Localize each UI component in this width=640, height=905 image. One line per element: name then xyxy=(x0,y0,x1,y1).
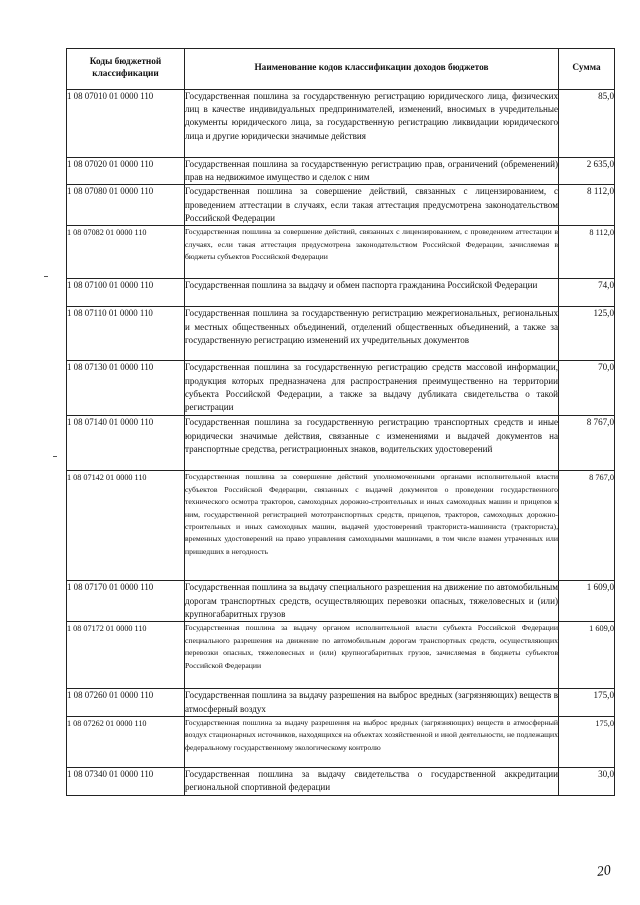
table-row xyxy=(67,90,615,158)
row-sum: 8 767,0 xyxy=(559,416,615,471)
row-sum: 30,0 xyxy=(559,767,615,795)
row-name: Государственная пошлина за выдачу разрешения на выброс вредных (загрязняющих) веществ в атмосферный воздух xyxy=(185,689,559,716)
row-sum: 175,0 xyxy=(559,689,615,716)
table-body xyxy=(67,90,615,796)
scan-mark xyxy=(44,276,48,277)
row-code: 1 08 07130 01 0000 110 xyxy=(67,361,185,416)
row-code: 1 08 07170 01 0000 110 xyxy=(67,581,185,622)
row-code: 1 08 07100 01 0000 110 xyxy=(67,279,185,307)
row-code: 1 08 07110 01 0000 110 xyxy=(67,307,185,361)
row-sum: 1 609,0 xyxy=(559,622,615,689)
row-sum: 125,0 xyxy=(559,307,615,361)
table-row xyxy=(67,158,615,185)
row-code: 1 08 07260 01 0000 110 xyxy=(67,689,185,716)
row-sum: 8 112,0 xyxy=(559,185,615,226)
row-sum: 175,0 xyxy=(559,716,615,767)
row-name: Государственная пошлина за совершение действий, связанных с лицензированием, с проведением аттестации в случаях, если такая аттестация предусмотрена законодательством Российской Федерации xyxy=(185,185,559,226)
row-sum: 8 112,0 xyxy=(559,226,615,279)
header-codes: Коды бюджетной классификации xyxy=(67,49,185,90)
table-row xyxy=(67,416,615,471)
row-code: 1 08 07080 01 0000 110 xyxy=(67,185,185,226)
row-name: Государственная пошлина за государственную регистрацию юридического лица, физических лиц в качестве индивидуальных предпринимателей, изменений, вносимых в учредительные документы юридического лица, за государственную регистрацию ликвидации юридического лица и другие юридически значимые действия xyxy=(185,90,559,158)
row-name: Государственная пошлина за государственную регистрацию межрегиональных, региональных и местных общественных объединений, отделений общественных объединений, а также за государственную регистрацию изменений их учредительных документов xyxy=(185,307,559,361)
table-row xyxy=(67,716,615,767)
table-row xyxy=(67,226,615,279)
scan-mark xyxy=(53,456,57,457)
row-code: 1 08 07020 01 0000 110 xyxy=(67,158,185,185)
budget-revenue-table xyxy=(66,48,615,796)
row-code: 1 08 07142 01 0000 110 xyxy=(67,471,185,581)
row-sum: 74,0 xyxy=(559,279,615,307)
row-name: Государственная пошлина за выдачу специального разрешения на движение по автомобильным дорогам транспортных средств, осуществляющих перевозки опасных, тяжеловесных и (или) крупногабаритных грузов xyxy=(185,581,559,622)
header-names: Наименование кодов классификации доходов бюджетов xyxy=(185,49,559,90)
table-row xyxy=(67,361,615,416)
row-name: Государственная пошлина за совершение действий уполномоченными органами исполнительной власти субъектов Российской Федерации, связанных с выдачей документов о проведении государственного технического осмотра тракторов, самоходных дорожно-строительных и иных самоходных машин и прицепов к ним, государственной регистрацией мототранспортных средств, прицепов, тракторов, самоходных дорожно-строительных и иных самоходных машин, выдачей удостоверений тракториста-машиниста (тракториста), временных удостоверений на право управления самоходными машинами, в том числе взамен утраченных или пришедших в негодность xyxy=(185,471,559,581)
table-row xyxy=(67,471,615,581)
row-name: Государственная пошлина за выдачу разрешения на выброс вредных (загрязняющих) веществ в атмосферный воздух стационарных источников, находящихся на объектах хозяйственной и иной деятельности, не подлежащих федеральному государственному экологическому контролю xyxy=(185,716,559,767)
row-sum: 70,0 xyxy=(559,361,615,416)
header-sum: Сумма xyxy=(559,49,615,90)
row-name: Государственная пошлина за государственную регистрацию прав, ограничений (обременений) прав на недвижимое имущество и сделок с ним xyxy=(185,158,559,185)
table-row xyxy=(67,307,615,361)
row-sum: 85,0 xyxy=(559,90,615,158)
table-row xyxy=(67,622,615,689)
row-name: Государственная пошлина за выдачу и обмен паспорта гражданина Российской Федерации xyxy=(185,279,559,307)
row-name: Государственная пошлина за государственную регистрацию средств массовой информации, продукция которых предназначена для распространения преимущественно на территории субъекта Российской Федерации, а также за выдачу дубликата свидетельства о такой регистрации xyxy=(185,361,559,416)
table-row xyxy=(67,279,615,307)
row-sum: 1 609,0 xyxy=(559,581,615,622)
table-row xyxy=(67,581,615,622)
row-name: Государственная пошлина за совершение действий, связанных с лицензированием, с проведением аттестации в случаях, если такая аттестация предусмотрена законодательством Российской Федерации, зачисляемая в бюджеты субъектов Российской Федерации xyxy=(185,226,559,279)
row-sum: 8 767,0 xyxy=(559,471,615,581)
table-row xyxy=(67,767,615,795)
table-row xyxy=(67,185,615,226)
row-code: 1 08 07340 01 0000 110 xyxy=(67,767,185,795)
row-sum: 2 635,0 xyxy=(559,158,615,185)
row-code: 1 08 07172 01 0000 110 xyxy=(67,622,185,689)
page-number: 20 xyxy=(595,863,612,880)
row-code: 1 08 07082 01 0000 110 xyxy=(67,226,185,279)
row-code: 1 08 07262 01 0000 110 xyxy=(67,716,185,767)
row-name: Государственная пошлина за выдачу органом исполнительной власти субъекта Российской Федерации специального разрешения на движение по автомобильным дорогам транспортных средств, осуществляющих перевозки опасных, тяжеловесных и (или) крупногабаритных грузов, зачисляемая в бюджеты субъектов Российской Федерации xyxy=(185,622,559,689)
row-code: 1 08 07010 01 0000 110 xyxy=(67,90,185,158)
row-name: Государственная пошлина за выдачу свидетельства о государственной аккредитации региональной спортивной федерации xyxy=(185,767,559,795)
row-name: Государственная пошлина за государственную регистрацию транспортных средств и иные юридически значимые действия, связанные с изменениями и выдачей документов на транспортные средства, регистрационных знаков, водительских удостоверений xyxy=(185,416,559,471)
table-row xyxy=(67,689,615,716)
row-code: 1 08 07140 01 0000 110 xyxy=(67,416,185,471)
table-header-row xyxy=(67,49,615,90)
